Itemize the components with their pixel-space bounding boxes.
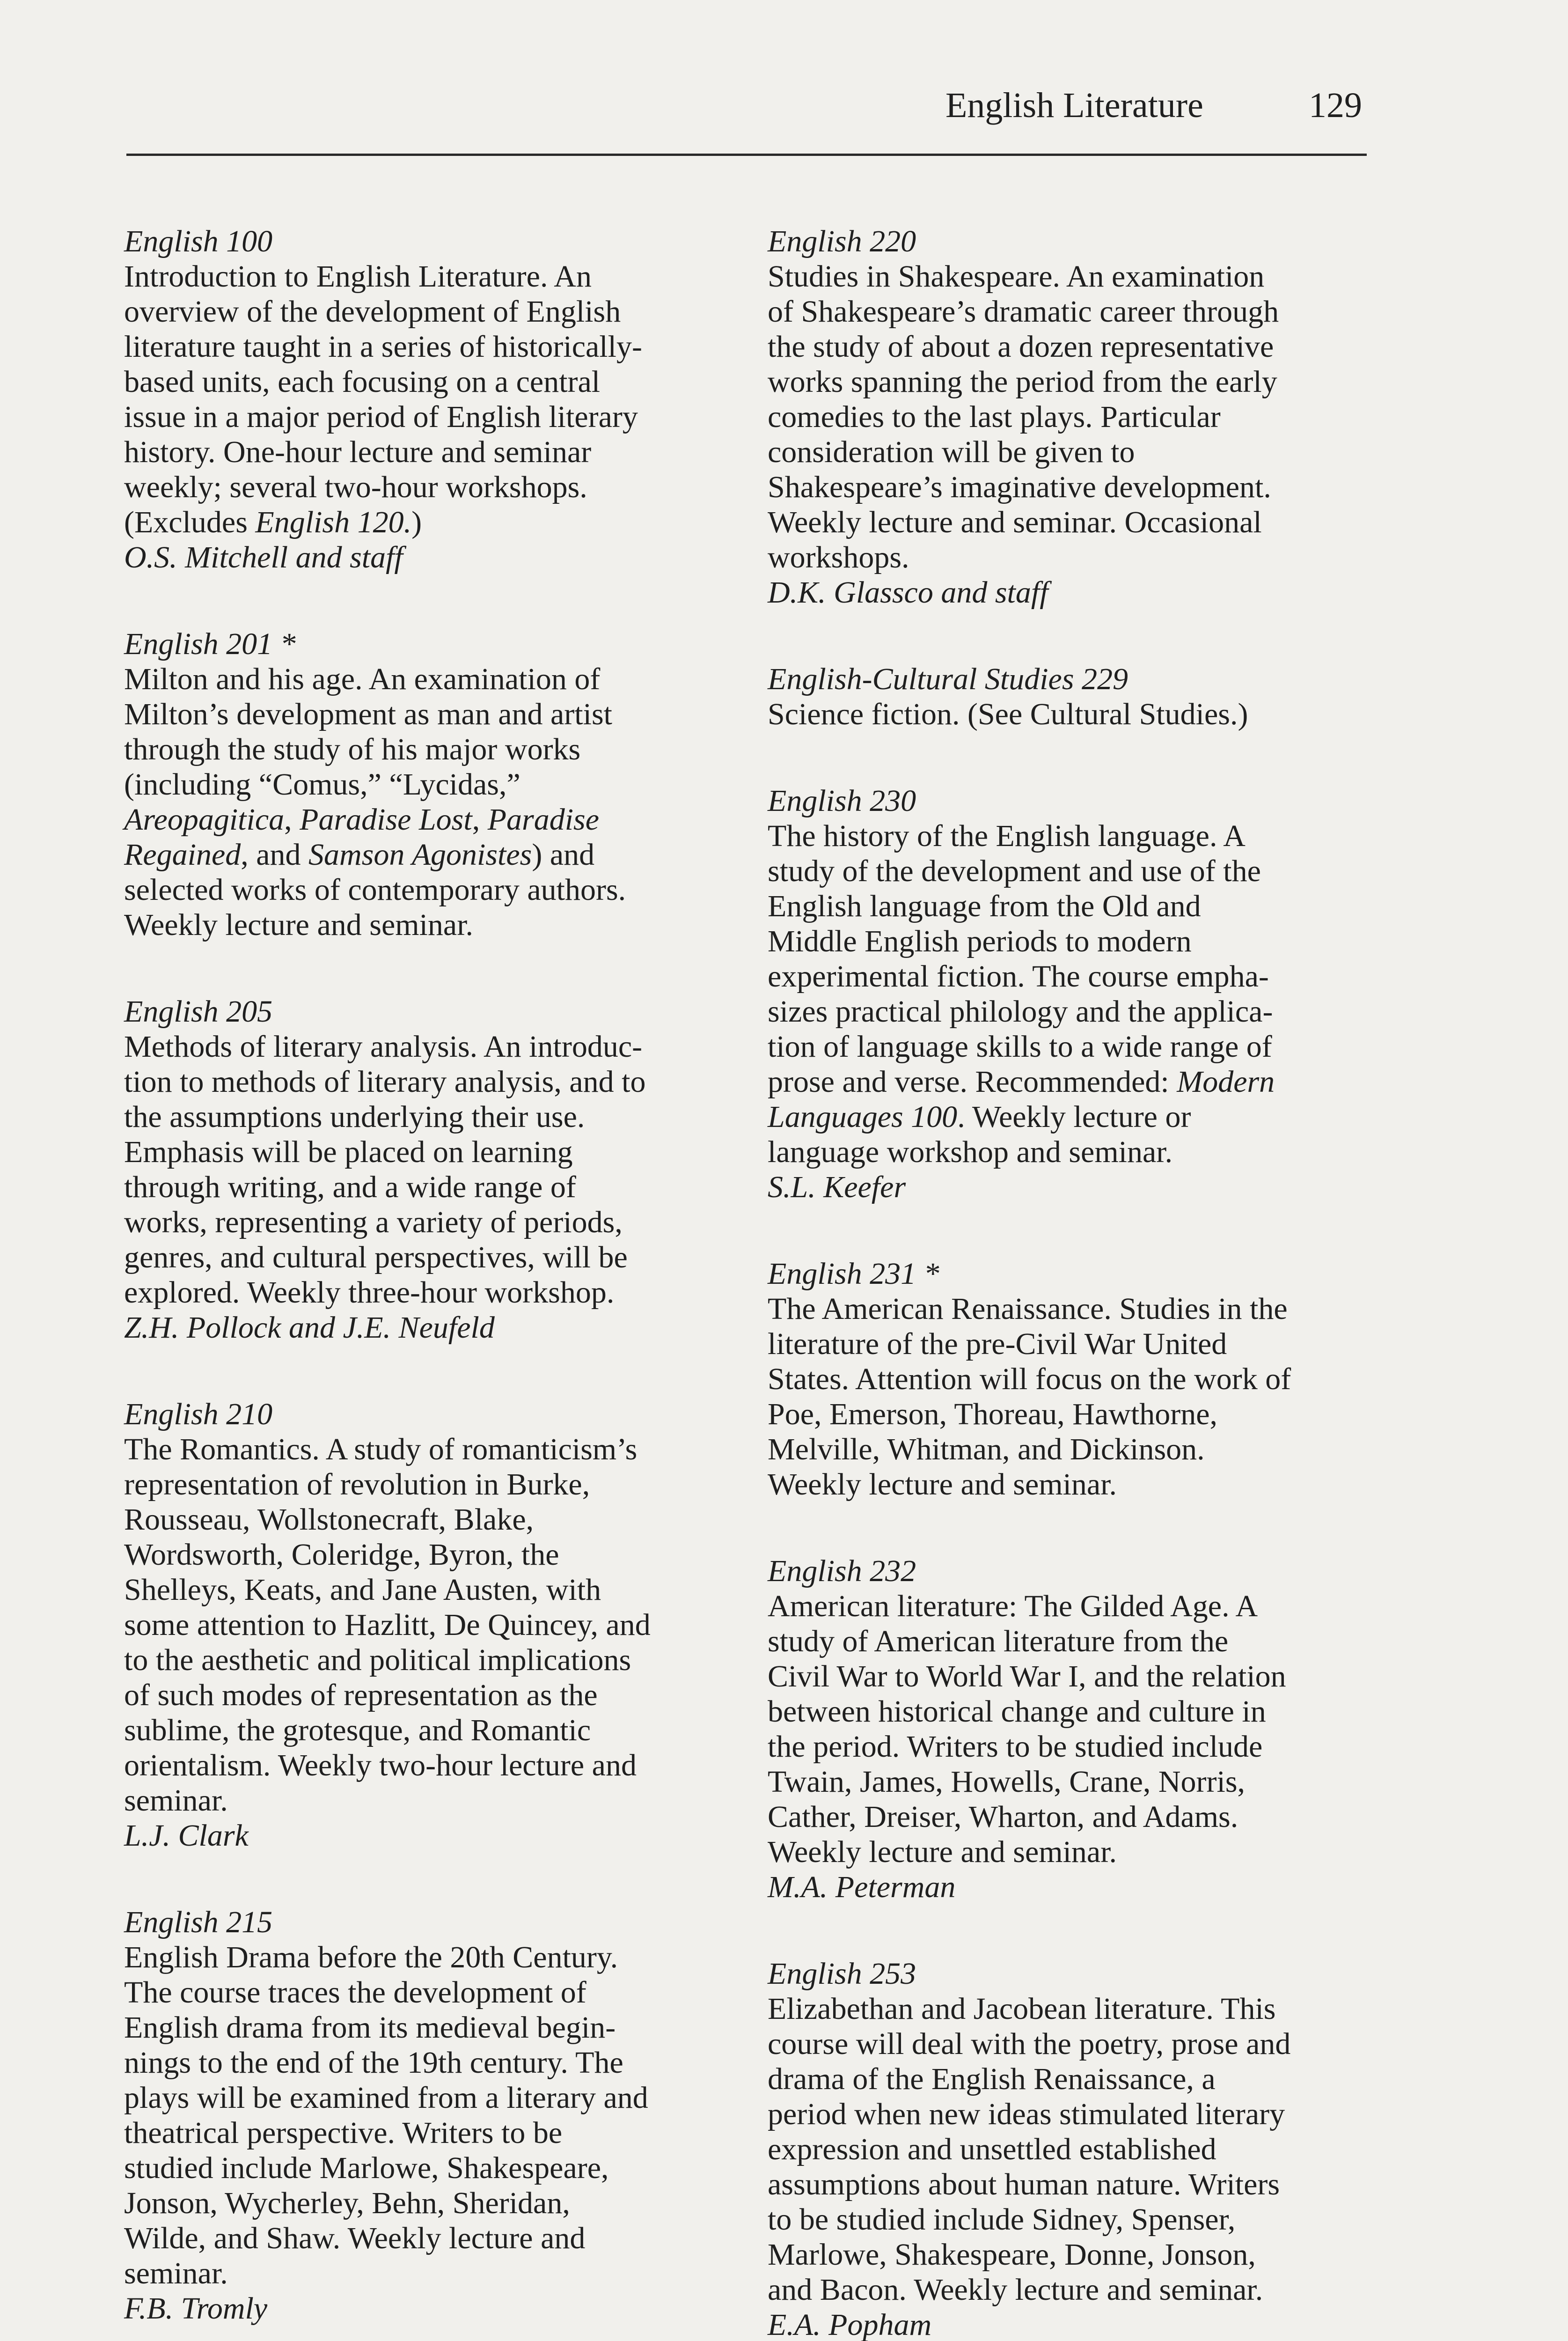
course-description: Studies in Shakespeare. An examination of Shakespeare’s dramatic career through the study of about a dozen representative works spanning the period from the early comedies to the last plays. Particular consideration will be given to Shakespeare’s imaginative development. Weekly lecture and seminar. Occasional workshops.: [768, 259, 1279, 574]
course-entry: [124, 1397, 723, 1853]
course-code: English 230: [768, 784, 916, 818]
course-code: English 100: [124, 224, 273, 258]
running-title: English Literature: [945, 86, 1203, 125]
course-entry: [124, 224, 723, 575]
course-code: English 201 *: [124, 627, 296, 661]
course-instructor: Z.H. Pollock and J.E. Neufeld: [124, 1310, 495, 1345]
course-description: The American Renaissance. Studies in the literature of the pre-Civil War United States. Attention will focus on the work of Poe, Emerson, Thoreau, Hawthorne, Melville, Whitman, and Dickinson. Weekly lecture and seminar.: [768, 1292, 1291, 1502]
page-header: [126, 82, 1367, 129]
course-code: English-Cultural Studies 229: [768, 662, 1128, 696]
course-description: English Drama before the 20th Century. The course traces the development of English drama from its medieval begin- nings to the end of the 19th century. The plays will be examined from a literary and theatrical perspective. Writers to be studied include Marlowe, Shakespeare, Jonson, Wycherley, Behn, Sheridan, Wilde, and Shaw. Weekly lecture and seminar.: [124, 1940, 648, 2290]
course-code: English 215: [124, 1905, 273, 1939]
course-code: English 210: [124, 1397, 273, 1431]
course-instructor: O.S. Mitchell and staff: [124, 540, 403, 574]
course-entry: [768, 1956, 1367, 2341]
course-code: English 253: [768, 1957, 916, 1991]
course-code: English 232: [768, 1554, 916, 1588]
left-column: [124, 224, 723, 2341]
course-instructor: E.A. Popham: [768, 2308, 932, 2341]
course-code: English 231 *: [768, 1257, 939, 1291]
course-description: The history of the English language. A study of the development and use of the English language from the Old and Middle English periods to modern experimental fiction. The course empha- sizes practical philology and the applica- tion of language skills to a wide range of prose and verse. Recommended: Modern Languages 100. Weekly lecture or language workshop and seminar.: [768, 819, 1275, 1169]
course-description: Introduction to English Literature. An overview of the development of English literature taught in a series of historically- based units, each focusing on a central issue in a major period of English literary history. One-hour lecture and seminar weekly; several two-hour workshops. (Excludes English 120.): [124, 259, 642, 539]
course-code: English 220: [768, 224, 916, 258]
course-entry: [768, 224, 1367, 610]
course-description: Elizabethan and Jacobean literature. This course will deal with the poetry, prose and drama of the English Renaissance, a period when new ideas stimulated literary expression and unsettled established assumptions about human nature. Writers to be studied include Sidney, Spenser, Marlowe, Shakespeare, Donne, Jonson, and Bacon. Weekly lecture and seminar.: [768, 1992, 1291, 2307]
course-entry: [768, 1553, 1367, 1905]
course-description: The Romantics. A study of romanticism’s representation of revolution in Burke, Rousseau, Wollstonecraft, Blake, Wordsworth, Coleridge, Byron, the Shelleys, Keats, and Jane Austen, with some attention to Hazlitt, De Quincey, and to the aesthetic and political implications of such modes of representation as the sublime, the grotesque, and Romantic orientalism. Weekly two-hour lecture and seminar.: [124, 1432, 651, 1818]
header-rule: [126, 154, 1367, 156]
course-instructor: S.L. Keefer: [768, 1170, 906, 1204]
course-entry: [124, 626, 723, 942]
course-instructor: F.B. Tromly: [124, 2291, 268, 2326]
course-instructor: D.K. Glassco and staff: [768, 575, 1048, 610]
course-description: Milton and his age. An examination of Milton’s development as man and artist through the study of his major works (including “Comus,” “Lycidas,” Areopagitica, Paradise Lost, Paradise Regained, and Samson Agonistes) and selected works of contemporary authors. Weekly lecture and seminar.: [124, 662, 626, 942]
course-entry: [124, 1905, 723, 2326]
course-description: Methods of literary analysis. An introduc- tion to methods of literary analysis, and to the assumptions underlying their use. Emphasis will be placed on learning through writing, and a wide range of works, representing a variety of periods, genres, and cultural perspectives, will be explored. Weekly three-hour workshop.: [124, 1030, 646, 1310]
course-entry: [124, 994, 723, 1345]
right-column: [768, 224, 1367, 2341]
page-number: 129: [1309, 86, 1362, 125]
course-code: English 205: [124, 994, 273, 1029]
course-description: Science fiction. (See Cultural Studies.): [768, 697, 1248, 731]
course-entry: [768, 662, 1367, 732]
course-instructor: M.A. Peterman: [768, 1870, 956, 1904]
course-entry: [768, 1256, 1367, 1502]
course-instructor: L.J. Clark: [124, 1818, 249, 1853]
course-description: American literature: The Gilded Age. A study of American literature from the Civil War to World War I, and the relation between historical change and culture in the period. Writers to be studied include Twain, James, Howells, Crane, Norris, Cather, Dreiser, Wharton, and Adams. Weekly lecture and seminar.: [768, 1589, 1286, 1869]
course-entry: [768, 783, 1367, 1205]
